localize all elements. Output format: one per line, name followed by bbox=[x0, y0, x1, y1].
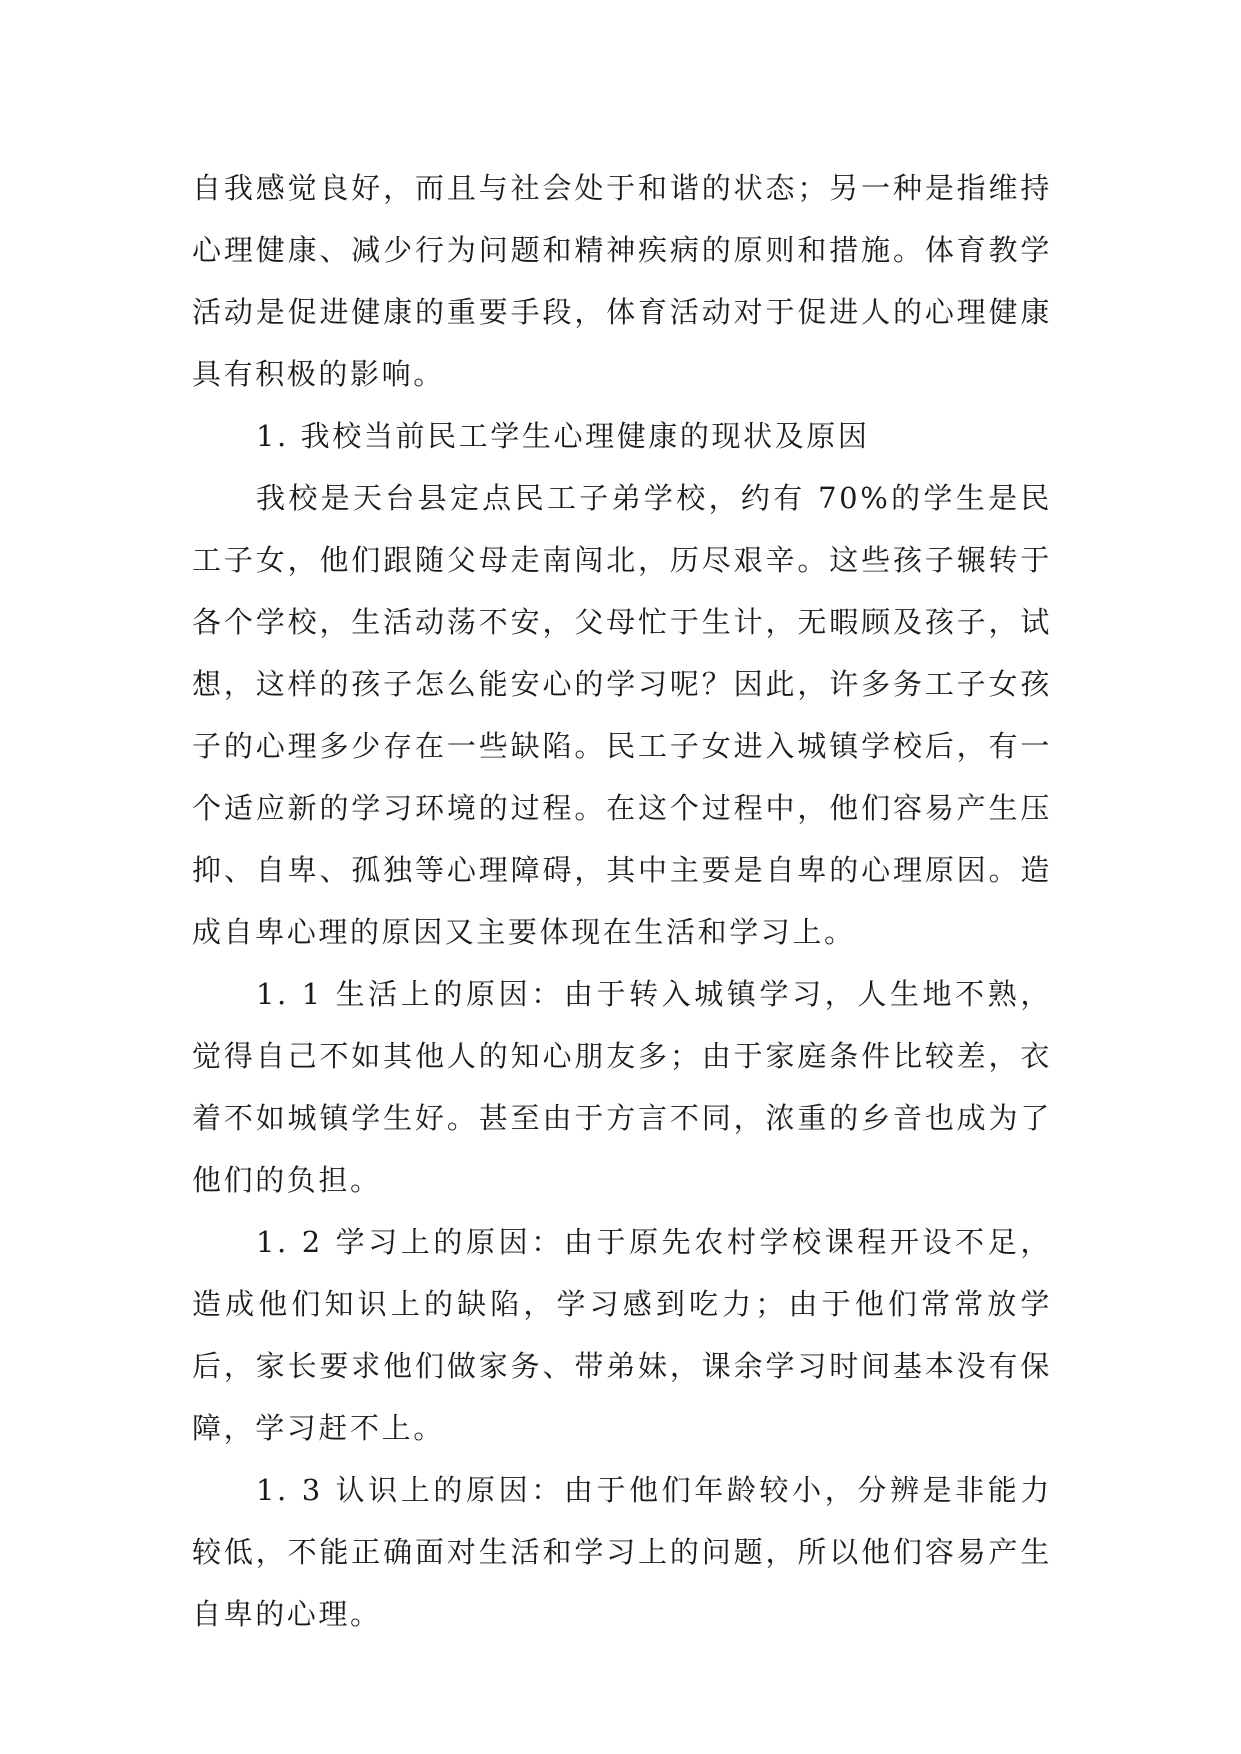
paragraph-intro-continuation: 自我感觉良好，而且与社会处于和谐的状态；另一种是指维持心理健康、减少行为问题和精神疾病的原则和措施。体育教学活动是促进健康的重要手段，体育活动对于促进人的心理健康具有积极的影响。 bbox=[192, 171, 1052, 391]
section-heading-1: 1. 我校当前民工学生心理健康的现状及原因 bbox=[256, 419, 870, 453]
paragraph-cognitive-reasons: 1. 3 认识上的原因：由于他们年龄较小，分辨是非能力较低，不能正确面对生活和学习上的问题，所以他们容易产生自卑的心理。 bbox=[192, 1473, 1052, 1631]
paragraph-school-background: 我校是天台县定点民工子弟学校，约有 70%的学生是民工子女，他们跟随父母走南闯北，历尽艰辛。这些孩子辗转于各个学校，生活动荡不安，父母忙于生计，无暇顾及孩子，试想，这样的孩子怎么能安心的学习呢？因此，许多务工子女孩子的心理多少存在一些缺陷。民工子女进入城镇学校后，有一个适应新的学习环境的过程。在这个过程中，他们容易产生压抑、自卑、孤独等心理障碍，其中主要是自卑的心理原因。造成自卑心理的原因又主要体现在生活和学习上。 bbox=[192, 481, 1052, 949]
paragraph-life-reasons: 1. 1 生活上的原因：由于转入城镇学习，人生地不熟，觉得自己不如其他人的知心朋友多；由于家庭条件比较差，衣着不如城镇学生好。甚至由于方言不同，浓重的乡音也成为了他们的负担。 bbox=[192, 977, 1052, 1197]
body-text bbox=[192, 157, 1052, 1645]
paragraph-study-reasons: 1. 2 学习上的原因：由于原先农村学校课程开设不足，造成他们知识上的缺陷，学习感到吃力；由于他们常常放学后，家长要求他们做家务、带弟妹，课余学习时间基本没有保障，学习赶不上。 bbox=[192, 1225, 1052, 1445]
